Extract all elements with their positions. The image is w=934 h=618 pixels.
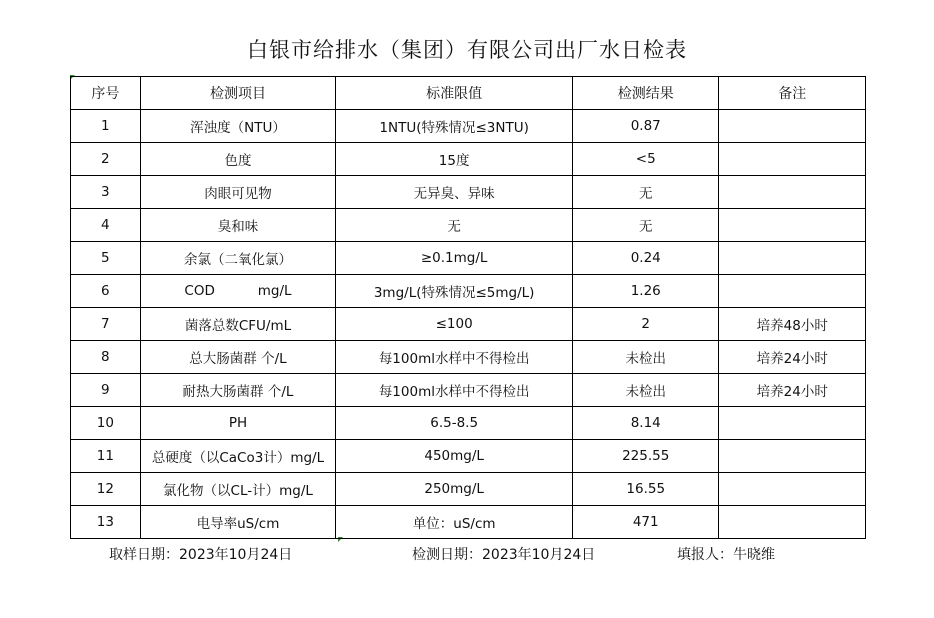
cell-result: 无 xyxy=(572,176,719,209)
cell-item: PH xyxy=(140,407,336,440)
cell-limit: 每100ml水样中不得检出 xyxy=(336,341,573,374)
cell-limit: 15度 xyxy=(336,143,573,176)
cell-note xyxy=(719,209,866,242)
cell-result: 1.26 xyxy=(572,275,719,308)
cell-note xyxy=(719,275,866,308)
cell-item: 氯化物（以CL-计）mg/L xyxy=(140,473,336,506)
cell-note xyxy=(719,506,866,539)
cell-result: 无 xyxy=(572,209,719,242)
cell-note xyxy=(719,407,866,440)
cell-no: 3 xyxy=(71,176,141,209)
cell-no: 12 xyxy=(71,473,141,506)
header-item: 检测项目 xyxy=(140,77,336,110)
cell-item: 总硬度（以CaCo3计）mg/L xyxy=(140,440,336,473)
cell-limit: 1NTU(特殊情况≤3NTU) xyxy=(336,110,573,143)
cell-no: 7 xyxy=(71,308,141,341)
cell-note xyxy=(719,176,866,209)
cell-note: 培养24小时 xyxy=(719,374,866,407)
cell-limit: 6.5-8.5 xyxy=(336,407,573,440)
cell-note: 培养24小时 xyxy=(719,341,866,374)
table-row xyxy=(71,473,866,506)
table-row xyxy=(71,341,866,374)
cell-no: 11 xyxy=(71,440,141,473)
cell-result: 471 xyxy=(572,506,719,539)
header-result: 检测结果 xyxy=(572,77,719,110)
cell-note: 培养48小时 xyxy=(719,308,866,341)
cell-note xyxy=(719,242,866,275)
cell-no: 4 xyxy=(71,209,141,242)
cell-result: 225.55 xyxy=(572,440,719,473)
cell-no: 1 xyxy=(71,110,141,143)
table-row xyxy=(71,506,866,539)
cell-no: 2 xyxy=(71,143,141,176)
cell-item: 电导率uS/cm xyxy=(140,506,336,539)
test-date: 检测日期：2023年10月24日 xyxy=(412,547,596,563)
header-note: 备注 xyxy=(719,77,866,110)
table-row xyxy=(71,209,866,242)
inspection-table xyxy=(70,76,866,539)
table-row xyxy=(71,176,866,209)
cell-result: <5 xyxy=(572,143,719,176)
cell-no: 10 xyxy=(71,407,141,440)
page-title: 白银市给排水（集团）有限公司出厂水日检表 xyxy=(247,38,687,62)
cell-limit: 无 xyxy=(336,209,573,242)
cell-item: 菌落总数CFU/mL xyxy=(140,308,336,341)
table-row xyxy=(71,110,866,143)
header-no: 序号 xyxy=(71,77,141,110)
sample-date: 取样日期：2023年10月24日 xyxy=(109,547,293,563)
table-row xyxy=(71,440,866,473)
cell-limit: ≥0.1mg/L xyxy=(336,242,573,275)
cell-item: 耐热大肠菌群 个/L xyxy=(140,374,336,407)
table-row xyxy=(71,407,866,440)
table-row xyxy=(71,374,866,407)
cell-no: 13 xyxy=(71,506,141,539)
cell-item: 浑浊度（NTU） xyxy=(140,110,336,143)
cell-note xyxy=(719,440,866,473)
cell-limit: 单位：uS/cm xyxy=(336,506,573,539)
cell-no: 6 xyxy=(71,275,141,308)
cell-no: 9 xyxy=(71,374,141,407)
header-limit: 标准限值 xyxy=(336,77,573,110)
table-header-row xyxy=(71,77,866,110)
cell-result: 未检出 xyxy=(572,374,719,407)
cell-limit: 3mg/L(特殊情况≤5mg/L) xyxy=(336,275,573,308)
table-row xyxy=(71,308,866,341)
cell-result: 0.87 xyxy=(572,110,719,143)
cell-note xyxy=(719,143,866,176)
cell-item: 余氯（二氧化氯） xyxy=(140,242,336,275)
table-row xyxy=(71,275,866,308)
cell-item: 总大肠菌群 个/L xyxy=(140,341,336,374)
cell-item: 臭和味 xyxy=(140,209,336,242)
cell-result: 16.55 xyxy=(572,473,719,506)
cell-no: 5 xyxy=(71,242,141,275)
cell-limit: 250mg/L xyxy=(336,473,573,506)
cell-item: 色度 xyxy=(140,143,336,176)
table-row xyxy=(71,143,866,176)
cell-note xyxy=(719,473,866,506)
cell-limit: ≤100 xyxy=(336,308,573,341)
table-row xyxy=(71,242,866,275)
cell-result: 8.14 xyxy=(572,407,719,440)
cell-result: 未检出 xyxy=(572,341,719,374)
cell-item: 肉眼可见物 xyxy=(140,176,336,209)
cell-limit: 每100ml水样中不得检出 xyxy=(336,374,573,407)
cell-no: 8 xyxy=(71,341,141,374)
cell-result: 0.24 xyxy=(572,242,719,275)
cell-note xyxy=(719,110,866,143)
cell-item: COD mg/L xyxy=(140,275,336,308)
cell-result: 2 xyxy=(572,308,719,341)
filled-by: 填报人：牛晓维 xyxy=(677,547,775,563)
cell-limit: 无异臭、异味 xyxy=(336,176,573,209)
cell-limit: 450mg/L xyxy=(336,440,573,473)
